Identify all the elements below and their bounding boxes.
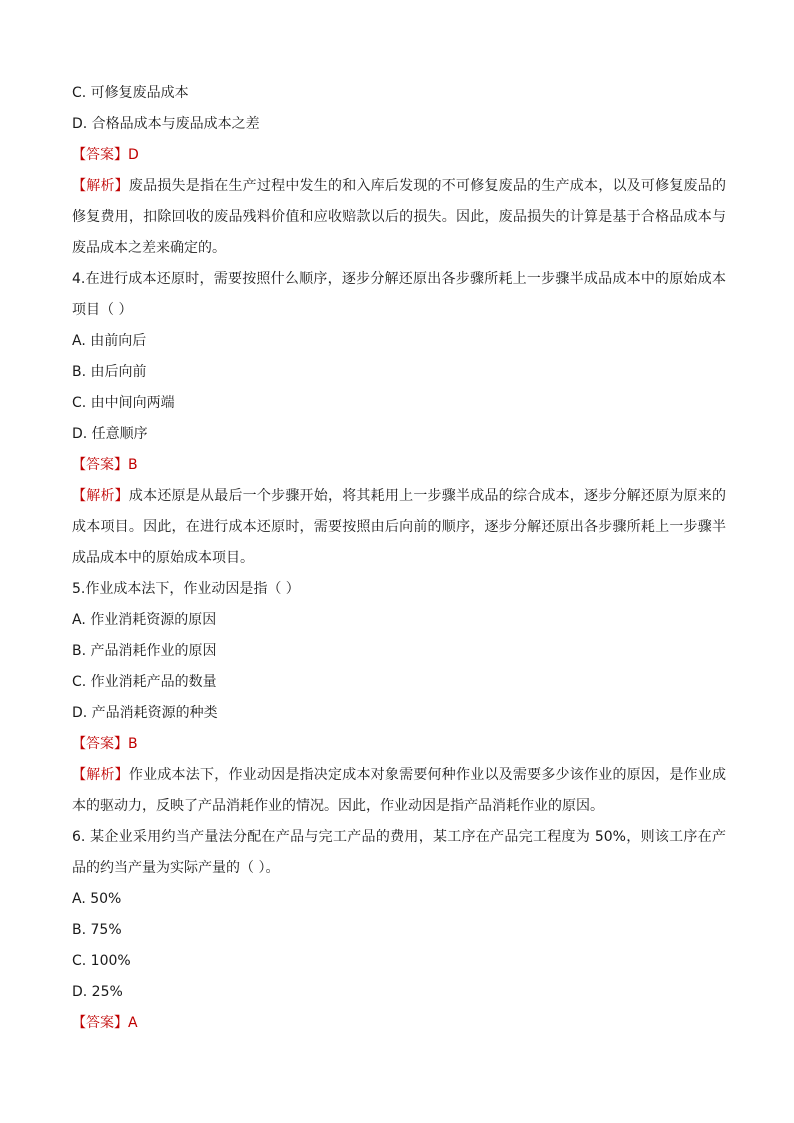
option-c: C. 可修复废品成本 (72, 85, 189, 101)
analysis-tag: 【解析】 (72, 767, 129, 783)
answer-value: A (128, 1015, 138, 1031)
analysis-text: 废品损失是指在生产过程中发生的和入库后发现的不可修复废品的生产成本，以及可修复废品的修复费用，扣除回收的废品残料价值和应收赔款以后的损失。因此，废品损失的计算是基于合格品成本与废品成本之差来确定的。 (72, 178, 726, 256)
question-4: 4.在进行成本还原时，需要按照什么顺序，逐步分解还原出各步骤所耗上一步骤半成品成本中的原始成本项目（ ） (72, 271, 726, 318)
option-c: C. 由中间向两端 (72, 395, 175, 411)
answer-line (72, 1008, 726, 1039)
answer-line (72, 450, 726, 481)
analysis-paragraph (72, 171, 726, 264)
option-a: A. 50% (72, 891, 122, 907)
answer-tag: 【答案】 (72, 147, 128, 163)
option-d: D. 任意顺序 (72, 426, 148, 442)
option-d: D. 合格品成本与废品成本之差 (72, 116, 260, 132)
option-d: D. 25% (72, 984, 123, 1000)
analysis-text: 成本还原是从最后一个步骤开始，将其耗用上一步骤半成品的综合成本，逐步分解还原为原来的成本项目。因此，在进行成本还原时，需要按照由后向前的顺序，逐步分解还原出各步骤所耗上一步骤半成品成本中的原始成本项目。 (72, 488, 726, 566)
analysis-text: 作业成本法下，作业动因是指决定成本对象需要何种作业以及需要多少该作业的原因，是作业成本的驱动力，反映了产品消耗作业的情况。因此，作业动因是指产品消耗作业的原因。 (72, 767, 726, 814)
analysis-tag: 【解析】 (72, 178, 129, 194)
answer-value: B (128, 457, 138, 473)
option-b: B. 由后向前 (72, 364, 147, 380)
option-c: C. 作业消耗产品的数量 (72, 674, 217, 690)
option-d: D. 产品消耗资源的种类 (72, 705, 218, 721)
answer-value: B (128, 736, 138, 752)
analysis-paragraph (72, 481, 726, 574)
answer-value: D (128, 147, 139, 163)
analysis-paragraph (72, 760, 726, 822)
question-5: 5.作业成本法下，作业动因是指（ ） (72, 581, 300, 597)
answer-tag: 【答案】 (72, 1015, 128, 1031)
answer-tag: 【答案】 (72, 736, 128, 752)
answer-line (72, 140, 726, 171)
option-b: B. 75% (72, 922, 122, 938)
option-b: B. 产品消耗作业的原因 (72, 643, 217, 659)
question-6: 6. 某企业采用约当产量法分配在产品与完工产品的费用，某工序在产品完工程度为 50%，则该工序在产品的约当产量为实际产量的（ ）。 (72, 829, 726, 876)
option-a: A. 作业消耗资源的原因 (72, 612, 217, 628)
option-c: C. 100% (72, 953, 131, 969)
option-a: A. 由前向后 (72, 333, 147, 349)
answer-tag: 【答案】 (72, 457, 128, 473)
analysis-tag: 【解析】 (72, 488, 129, 504)
answer-line (72, 729, 726, 760)
